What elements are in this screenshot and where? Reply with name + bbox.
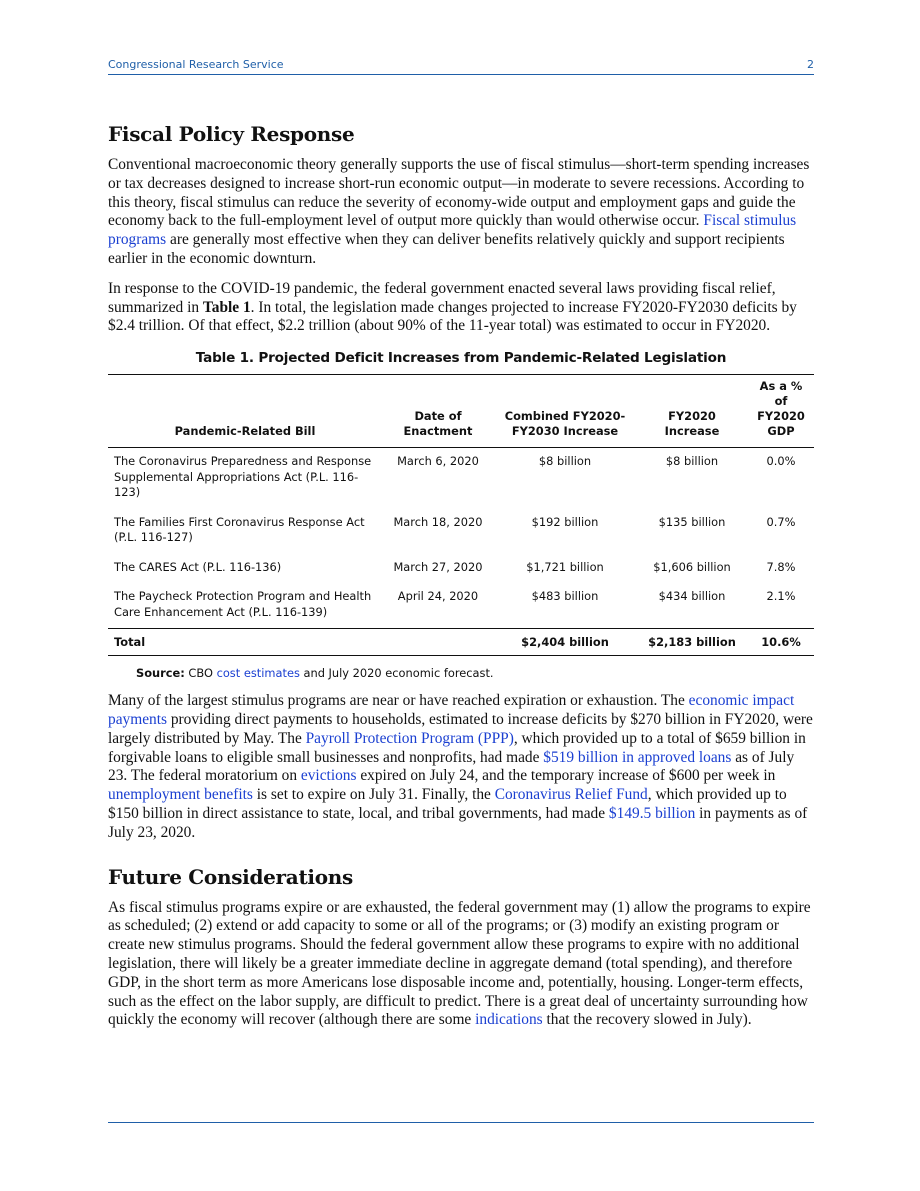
table-header-row bbox=[108, 375, 814, 448]
link-149-5-billion[interactable]: $149.5 billion bbox=[608, 804, 696, 822]
col-header-bill: Pandemic-Related Bill bbox=[108, 375, 382, 448]
table-source-note: Source: CBO cost estimates and July 2020 economic forecast. bbox=[136, 666, 494, 681]
col-header-date: Date of Enactment bbox=[382, 375, 494, 448]
cell-total-pct: 10.6% bbox=[748, 629, 814, 656]
table-title: Table 1. Projected Deficit Increases from Pandemic-Related Legislation bbox=[195, 350, 727, 367]
cell-date: April 24, 2020 bbox=[397, 589, 479, 604]
cell-pct: 2.1% bbox=[766, 589, 796, 604]
link-payroll-protection-program[interactable]: Payroll Protection Program (PPP) bbox=[305, 729, 514, 747]
paragraph-fiscal-theory: Conventional macroeconomic theory generally supports the use of fiscal stimulus—short-term spending increases or tax decreases designed to increase short-run economic output—in moderate to severe recessions. According to this theory, fiscal stimulus can reduce the severity of economy-wide output and employment gaps and guide the economy back to the full-employment level of output more quickly than would otherwise occur. Fiscal stimulus programs are generally most effective when they can deliver benefits relatively quickly and support recipients earlier in the economic downturn. bbox=[108, 156, 810, 267]
cell-combined: $8 billion bbox=[538, 454, 592, 469]
cell-total-fy2020: $2,183 billion bbox=[636, 629, 748, 656]
paragraph-future-considerations: As fiscal stimulus programs expire or are exhausted, the federal government may (1) allow the programs to expire as scheduled; (2) extend or add capacity to some or all of the programs; or (3) modify an existing program or create new stimulus programs. Should the federal government allow these programs to expire with no additional legislation, there will likely be a greater immediate decline in aggregate demand (total spending), and therefore GDP, in the short term as more Americans lose disposable income and, potentially, housing. Longer-term effects, such as the effect on the labor supply, are difficult to predict. There is a great deal of uncertainty surrounding how quickly the economy will recover (although there are some indications that the recovery slowed in July). bbox=[108, 898, 811, 1029]
header-org: Congressional Research Service bbox=[108, 58, 284, 71]
main-content bbox=[108, 122, 814, 1041]
col-header-pct-gdp: As a % of FY2020 GDP bbox=[748, 375, 814, 448]
cell-combined: $1,721 billion bbox=[526, 559, 604, 574]
section-title-fiscal-policy: Fiscal Policy Response bbox=[108, 122, 355, 146]
cell-bill: The Families First Coronavirus Response Act (P.L. 116-127) bbox=[114, 514, 365, 545]
section-title-future-considerations: Future Considerations bbox=[108, 864, 353, 889]
link-evictions[interactable]: evictions bbox=[300, 767, 357, 785]
header-page-number: 2 bbox=[807, 58, 814, 71]
table-reference: Table 1 bbox=[202, 298, 251, 316]
link-approved-loans[interactable]: $519 billion in approved loans bbox=[543, 748, 732, 766]
table-row bbox=[108, 554, 814, 584]
table-row bbox=[108, 509, 814, 554]
cell-combined: $483 billion bbox=[531, 589, 599, 604]
cell-pct: 0.0% bbox=[766, 454, 796, 469]
cell-total-combined: $2,404 billion bbox=[494, 629, 636, 656]
cell-bill: The Paycheck Protection Program and Health Care Enhancement Act (P.L. 116-139) bbox=[114, 589, 372, 619]
col-header-fy2020: FY2020 Increase bbox=[636, 375, 748, 448]
col-header-combined: Combined FY2020- FY2030 Increase bbox=[494, 375, 636, 448]
link-unemployment-benefits[interactable]: unemployment benefits bbox=[108, 786, 253, 804]
cell-pct: 7.8% bbox=[766, 559, 796, 574]
paragraph-covid-response: In response to the COVID-19 pandemic, the federal government enacted several laws providing fiscal relief, summarized in Table 1. In total, the legislation made changes projected to increase FY2020-FY2030 deficits by $2.4 trillion. Of that effect, $2.2 trillion (about 90% of the 11-year total) was estimated to occur in FY2020. bbox=[108, 279, 797, 335]
link-fiscal-stimulus-programs[interactable]: Fiscal stimulus programs bbox=[108, 212, 797, 249]
page-footer-rule bbox=[108, 1122, 814, 1123]
deficit-table bbox=[108, 374, 814, 656]
cell-pct: 0.7% bbox=[766, 514, 796, 529]
cell-date: March 6, 2020 bbox=[397, 454, 479, 469]
cell-combined: $192 billion bbox=[531, 514, 599, 529]
cell-date: March 27, 2020 bbox=[393, 559, 483, 574]
cell-fy2020: $8 billion bbox=[665, 454, 719, 469]
cell-date: March 18, 2020 bbox=[393, 514, 483, 529]
link-coronavirus-relief-fund[interactable]: Coronavirus Relief Fund bbox=[494, 786, 648, 804]
link-economic-impact-payments[interactable]: economic impact payments bbox=[108, 692, 795, 728]
table-row bbox=[108, 448, 814, 509]
page-header bbox=[108, 56, 814, 75]
link-indications[interactable]: indications bbox=[475, 1011, 543, 1029]
cell-bill: The CARES Act (P.L. 116-136) bbox=[114, 559, 282, 574]
cell-total-label: Total bbox=[108, 629, 382, 656]
link-cost-estimates[interactable]: cost estimates bbox=[216, 666, 300, 681]
table-total-row bbox=[108, 629, 814, 656]
cell-bill: The Coronavirus Preparedness and Response Supplemental Appropriations Act (P.L. 116-123) bbox=[114, 454, 372, 500]
cell-fy2020: $434 billion bbox=[658, 589, 726, 604]
cell-fy2020: $135 billion bbox=[658, 514, 726, 529]
cell-fy2020: $1,606 billion bbox=[653, 559, 731, 574]
paragraph-stimulus-status: Many of the largest stimulus programs are near or have reached expiration or exhaustion. The economic impact payments providing direct payments to households, estimated to increase deficits by $270 billion in FY2020, were largely distributed by May. The Payroll Protection Program (PPP), which provided up to a total of $659 billion in forgivable loans to eligible small businesses and nonprofits, had made $519 billion in approved loans as of July 23. The federal moratorium on evictions expired on July 24, and the temporary increase of $600 per week in unemployment benefits is set to expire on July 31. Finally, the Coronavirus Relief Fund, which provided up to $150 billion in direct assistance to state, local, and tribal governments, had made $149.5 billion in payments as of July 23, 2020. bbox=[108, 692, 813, 841]
table-row bbox=[108, 583, 814, 629]
